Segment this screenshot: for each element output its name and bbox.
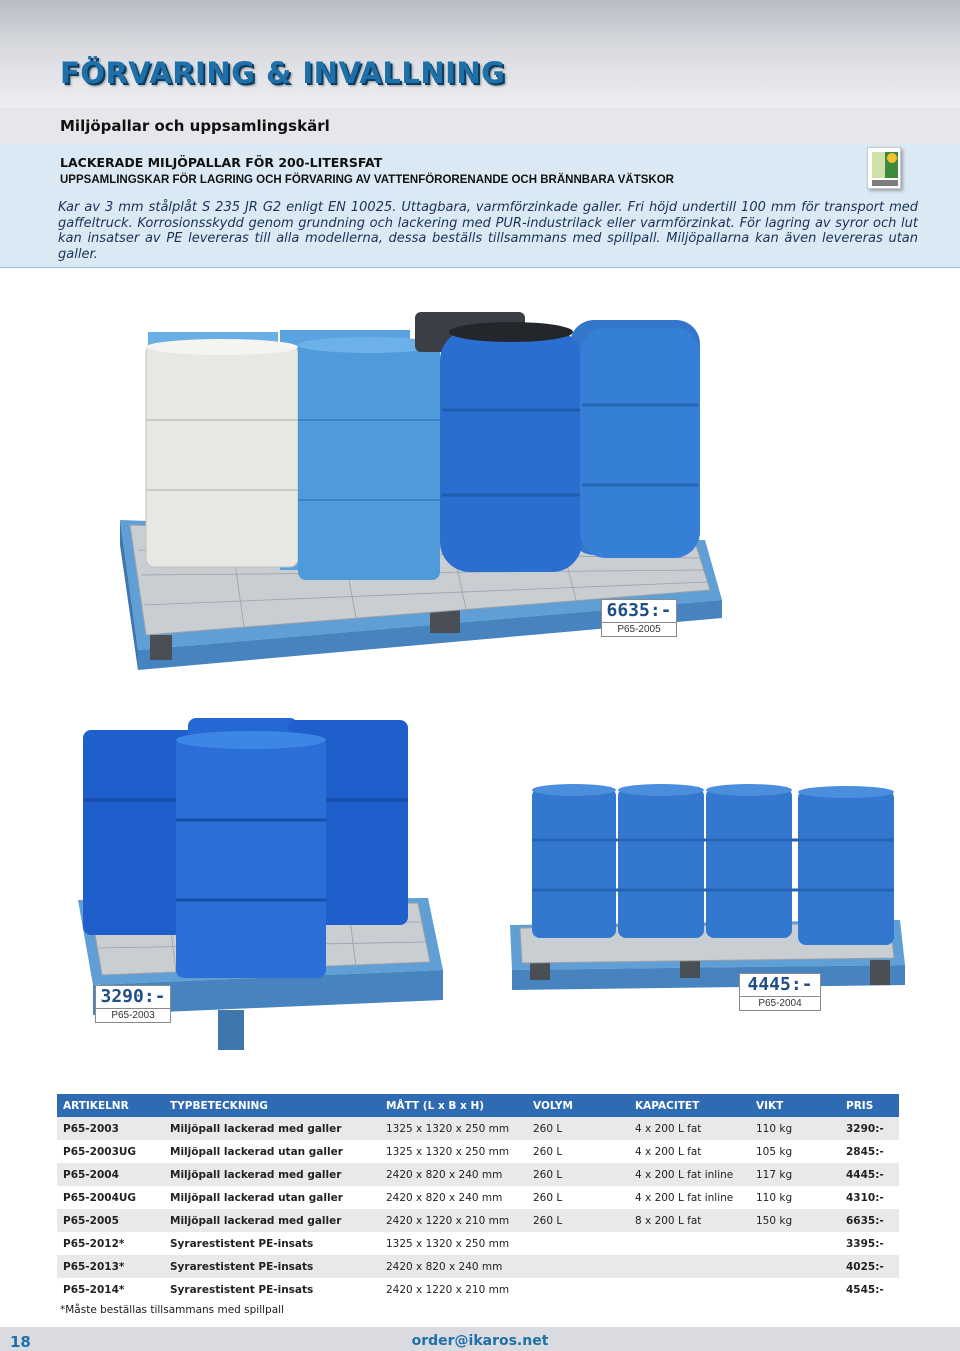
table-row [57,1209,899,1232]
cell-matt: 2420 x 820 x 240 mm [386,1191,503,1204]
cell-pris: 3290:- [840,1117,899,1140]
price-value: 3290:- [100,986,166,1007]
cell-kapacitet: 4 x 200 L fat inline [635,1191,734,1204]
intro-description: Kar av 3 mm stålplåt S 235 JR G2 enligt EN 10025. Uttagbara, varmförzinkade galler. Fri höjd undertill 100 mm för transport med gaffeltruck. Korrosionsskydd genom grundning och lackering med PUR-industrilack eller varmförzinkat. För lagring av syror och lut kan insatser av PE levereras till alla modellerna, dessa beställs tillsammans med spillpall. Miljöpallarna kan även levereras utan galler. [58,200,918,262]
cell-volym [527,1255,629,1278]
intro-heading: LACKERADE MILJÖPALLAR FÖR 200-LITERSFAT [60,155,383,170]
cell-artikelnr: P65-2003UG [63,1145,137,1158]
cell-matt: 2420 x 820 x 240 mm [380,1163,527,1186]
table-row [57,1255,899,1278]
cell-volym [527,1278,629,1301]
cell-volym: 260 L [533,1191,563,1204]
price-tag-p65-2005 [601,599,677,637]
product-code: P65-2005 [602,622,676,636]
cell-artikelnr: P65-2013* [57,1255,164,1278]
cell-typ: Miljöpall lackerad utan galler [170,1145,343,1158]
cell-matt: 2420 x 1220 x 210 mm [380,1209,527,1232]
cell-vikt: 105 kg [756,1145,793,1158]
table-row [57,1140,899,1163]
table-row [57,1186,899,1209]
col-volym: VOLYM [527,1094,629,1117]
cell-volym: 260 L [527,1209,629,1232]
cell-volym [527,1232,629,1255]
table-row [57,1117,899,1140]
table-row [57,1163,899,1186]
col-vikt: VIKT [750,1094,840,1117]
cell-volym: 260 L [527,1163,629,1186]
cell-typ: Miljöpall lackerad med galler [164,1117,380,1140]
cell-artikelnr: P65-2003 [57,1117,164,1140]
col-matt: MÅTT (L x B x H) [380,1094,527,1117]
cell-typ: Miljöpall lackerad med galler [164,1209,380,1232]
cell-volym: 260 L [527,1117,629,1140]
product-code: P65-2003 [96,1008,170,1022]
cell-typ: Miljöpall lackerad utan galler [170,1191,343,1204]
cell-artikelnr: P65-2014* [63,1283,125,1296]
cell-typ: Miljöpall lackerad med galler [164,1163,380,1186]
footer-email[interactable]: order@ikaros.net [411,1333,549,1349]
cell-kapacitet: 8 x 200 L fat [629,1209,750,1232]
price-value: 6635:- [606,600,672,621]
cell-pris: 4025:- [840,1255,899,1278]
price-tag-p65-2003 [95,985,171,1023]
logo-icon [868,148,902,190]
cell-artikelnr: P65-2004UG [63,1191,137,1204]
page-title: FÖRVARING & INVALLNING [60,56,506,90]
cell-pris: 2845:- [846,1145,884,1158]
table-header-row [57,1094,899,1117]
cell-artikelnr: P65-2005 [57,1209,164,1232]
price-value: 4445:- [747,974,813,995]
col-artikelnr: ARTIKELNR [57,1094,164,1117]
col-kapacitet: KAPACITET [629,1094,750,1117]
cell-typ: Syrarestistent PE-insats [164,1255,380,1278]
table-footnote: *Måste beställas tillsammans med spillpall [60,1304,284,1316]
cell-pris: 4445:- [840,1163,899,1186]
intro-subheading: UPPSAMLINGSKAR FÖR LAGRING OCH FÖRVARING AV VATTENFÖRORENANDE OCH BRÄNNBARA VÄTSKOR [60,174,674,186]
cell-vikt: 110 kg [756,1191,793,1204]
cell-pris: 3395:- [846,1237,884,1250]
certification-logo [867,147,901,189]
cell-vikt: 110 kg [750,1117,840,1140]
table-row [57,1278,899,1301]
header-band [0,0,960,108]
cell-kapacitet: 4 x 200 L fat [635,1145,702,1158]
cell-matt: 1325 x 1320 x 250 mm [380,1117,527,1140]
cell-vikt [750,1255,840,1278]
cell-vikt [750,1278,840,1301]
cell-artikelnr: P65-2004 [57,1163,164,1186]
cell-vikt: 150 kg [750,1209,840,1232]
col-typbeteckning: TYPBETECKNING [164,1094,380,1117]
cell-kapacitet: 4 x 200 L fat inline [629,1163,750,1186]
table-row [57,1232,899,1255]
cell-matt: 1325 x 1320 x 250 mm [386,1145,510,1158]
cell-pris: 4545:- [846,1283,884,1296]
section-title: Miljöpallar och uppsamlingskärl [60,117,330,135]
cell-pris: 4310:- [846,1191,884,1204]
cell-volym: 260 L [533,1145,563,1158]
cell-vikt [750,1232,840,1255]
cell-kapacitet: 4 x 200 L fat [629,1117,750,1140]
cell-kapacitet [629,1255,750,1278]
product-code: P65-2004 [740,996,820,1010]
col-pris: PRIS [840,1094,899,1117]
spec-table [57,1094,899,1301]
cell-kapacitet [629,1278,750,1301]
page-number: 18 [10,1333,31,1351]
cell-typ: Syrarestistent PE-insats [170,1283,314,1296]
price-tag-p65-2004 [739,973,821,1011]
cell-kapacitet [629,1232,750,1255]
cell-matt: 2420 x 1220 x 210 mm [386,1283,510,1296]
product-photo-p65-2004 [480,760,940,1040]
cell-matt: 2420 x 820 x 240 mm [380,1255,527,1278]
cell-vikt: 117 kg [750,1163,840,1186]
cell-pris: 6635:- [840,1209,899,1232]
cell-matt: 1325 x 1320 x 250 mm [386,1237,510,1250]
cell-typ: Syrarestistent PE-insats [170,1237,314,1250]
cell-artikelnr: P65-2012* [63,1237,125,1250]
